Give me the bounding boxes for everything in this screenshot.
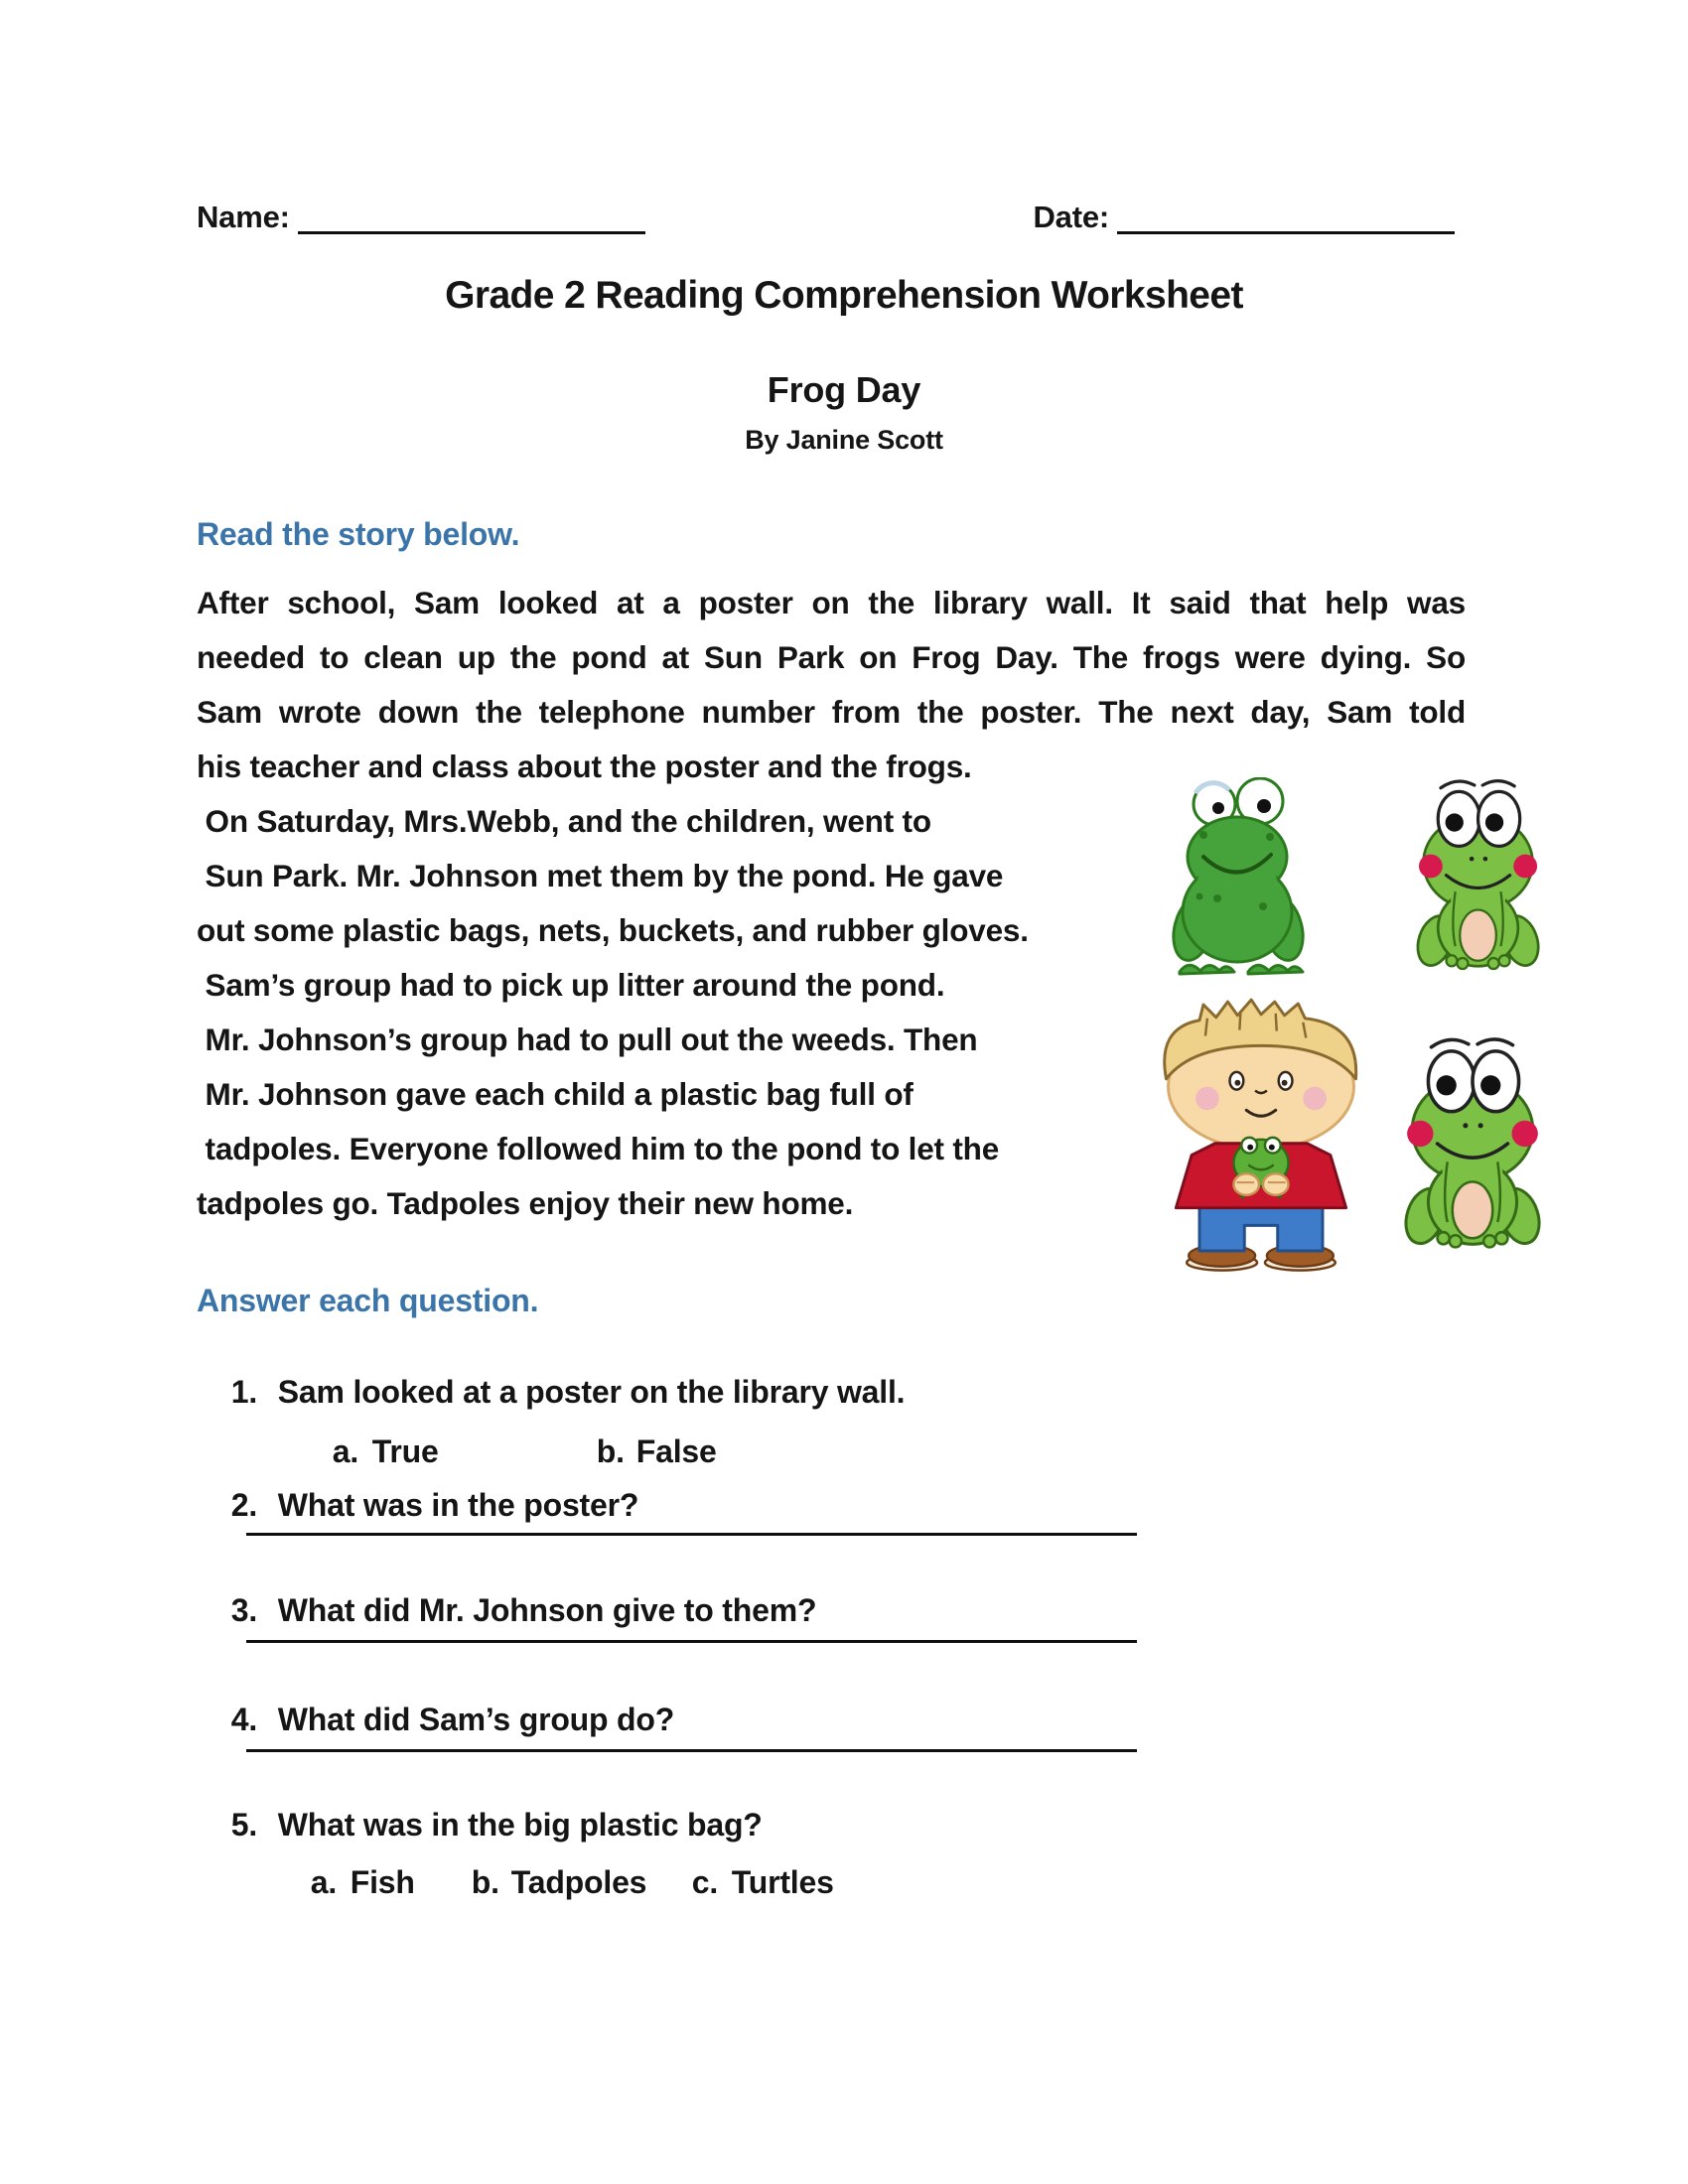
answer-blank[interactable]	[246, 1749, 1137, 1752]
story-line: tadpoles. Everyone followed him to the pond to let the	[197, 1131, 1000, 1166]
story-line: out some plastic bags, nets, buckets, and rubber gloves.	[197, 912, 1029, 948]
question-text: What did Mr. Johnson give to them?	[277, 1592, 817, 1628]
question-text: What was in the big plastic bag?	[277, 1807, 763, 1843]
question-text: Sam looked at a poster on the library wall.	[277, 1374, 906, 1410]
story-line: tadpoles go. Tadpoles enjoy their new home.	[197, 1185, 854, 1221]
story-line: Sam wrote down the telephone number from the poster. The next day, Sam told	[197, 694, 1466, 730]
green-frog-image	[1172, 777, 1311, 981]
story-line: Sam’s group had to pick up litter around the pond.	[197, 967, 945, 1003]
byline: By Janine Scott	[745, 425, 943, 455]
header-row	[197, 201, 1455, 234]
story-line: Mr. Johnson gave each child a plastic bag full of	[197, 1076, 914, 1112]
q5-option-c[interactable]	[657, 1823, 834, 1942]
question-3	[197, 1551, 816, 1670]
story-line: needed to clean up the pond at Sun Park on Frog Day. The frogs were dying. So	[197, 639, 1466, 675]
option-label: b.	[596, 1433, 625, 1469]
boy-holding-frog-image	[1139, 981, 1383, 1275]
name-blank-line[interactable]	[298, 202, 645, 234]
option-label: c.	[691, 1864, 719, 1900]
page-title: Grade 2 Reading Comprehension Worksheet	[445, 274, 1243, 317]
question-4	[197, 1660, 674, 1779]
question-number: 2.	[230, 1487, 258, 1523]
option-text: Tadpoles	[510, 1864, 647, 1900]
answer-blank[interactable]	[246, 1640, 1137, 1643]
date-label: Date:	[1033, 200, 1109, 234]
answer-blank[interactable]	[246, 1533, 1137, 1536]
question-2	[197, 1445, 638, 1565]
red-cheek-frog-image-2	[1395, 1008, 1551, 1272]
option-label: b.	[471, 1864, 499, 1900]
option-text: True	[371, 1433, 439, 1469]
story-line: Mr. Johnson’s group had to pull out the weeds. Then	[197, 1022, 978, 1057]
story-line: On Saturday, Mrs.Webb, and the children, went to	[197, 803, 931, 839]
answer-questions-heading: Answer each question.	[197, 1283, 539, 1318]
option-text: Fish	[350, 1864, 415, 1900]
question-text: What was in the poster?	[277, 1487, 639, 1523]
option-text: Turtles	[731, 1864, 834, 1900]
story-title: Frog Day	[767, 369, 921, 410]
question-number: 1.	[230, 1374, 258, 1410]
read-story-heading: Read the story below.	[197, 516, 520, 552]
date-blank-line[interactable]	[1117, 202, 1455, 234]
red-cheek-frog-image	[1408, 762, 1549, 981]
name-label: Name:	[197, 200, 290, 234]
option-label: a.	[332, 1433, 359, 1469]
story-line: Sun Park. Mr. Johnson met them by the pond. He gave	[197, 858, 1004, 893]
story-line: After school, Sam looked at a poster on the library wall. It said that help was	[197, 585, 1466, 620]
question-number: 4.	[230, 1702, 258, 1737]
question-number: 3.	[230, 1592, 258, 1628]
option-text: False	[635, 1433, 717, 1469]
date-field	[1033, 201, 1455, 234]
question-text: What did Sam’s group do?	[277, 1702, 675, 1737]
option-label: a.	[310, 1864, 338, 1900]
name-field	[197, 201, 645, 234]
q5-option-a[interactable]	[276, 1823, 415, 1942]
story-line: his teacher and class about the poster and the frogs.	[197, 749, 972, 784]
q5-option-b[interactable]	[437, 1823, 646, 1942]
question-number: 5.	[230, 1807, 258, 1843]
